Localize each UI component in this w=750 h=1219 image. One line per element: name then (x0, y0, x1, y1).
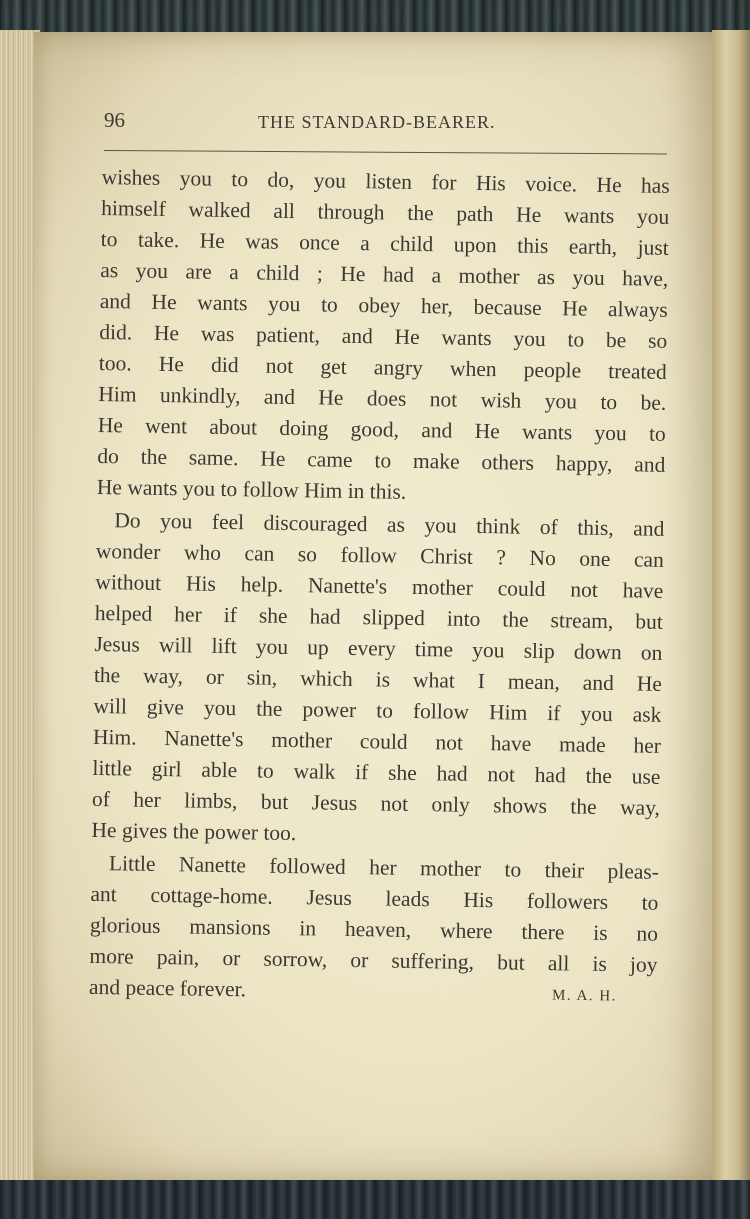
text-line: wishes you to do, you listen for His voice. He has (101, 164, 670, 198)
text-line: and peace forever. (88, 974, 247, 1002)
running-head (104, 108, 664, 138)
text-line: glorious mansions in heaven, where there is no (89, 912, 659, 946)
text-line: helped her if she had slipped into the stream, but (94, 600, 664, 634)
body-text (89, 162, 670, 1012)
text-line: He went about doing good, and He wants you to (97, 412, 666, 446)
text-line: too. He did not get angry when people treated (98, 350, 667, 384)
text-line: will give you the power to follow Him if you ask (93, 693, 662, 727)
book-cover-bottom-edge (0, 1180, 750, 1219)
text-line: wonder who can so follow Christ ? No one can (95, 538, 665, 572)
text-line: Jesus will lift you up every time you slip down on (94, 631, 663, 665)
text-line: the way, or sin, which is what I mean, and He (93, 662, 663, 696)
text-line: ant cottage-home. Jesus leads His followers to (90, 881, 659, 915)
text-line: without His help. Nanette's mother could not have (95, 569, 664, 603)
text-line: He gives the power too. (91, 817, 297, 846)
text-line: himself walked all through the path He wants you (101, 195, 670, 229)
text-line: He wants you to follow Him in this. (96, 474, 407, 504)
paragraph-first-line: Do you feel discouraged as you think of this, and (114, 508, 665, 541)
text-line: to take. He was once a child upon this earth, just (100, 226, 669, 260)
book-gutter (712, 30, 750, 1182)
text-line: as you are a child ; He had a mother as you have, (100, 257, 669, 291)
text-line: do the same. He came to make others happy, and (97, 443, 666, 477)
page-number: 96 (104, 108, 125, 132)
text-line: Him unkindly, and He does not wish you to be. (98, 381, 667, 415)
book-cover-top-edge (0, 0, 750, 34)
text-line: more pain, or sorrow, or suffering, but all is joy (89, 943, 658, 977)
text-line: did. He was patient, and He wants you to be so (99, 319, 668, 353)
author-initials: M. A. H. (551, 987, 618, 1005)
paragraph-first-line: Little Nanette followed her mother to their pleas- (108, 851, 660, 884)
text-line: of her limbs, but Jesus not only shows the way, (91, 786, 661, 820)
text-line: Him. Nanette's mother could not have made her (92, 724, 662, 758)
text-line: and He wants you to obey her, because He always (99, 288, 668, 322)
text-line: little girl able to walk if she had not had the use (92, 755, 661, 789)
running-title: THE STANDARD-BEARER. (258, 112, 496, 132)
